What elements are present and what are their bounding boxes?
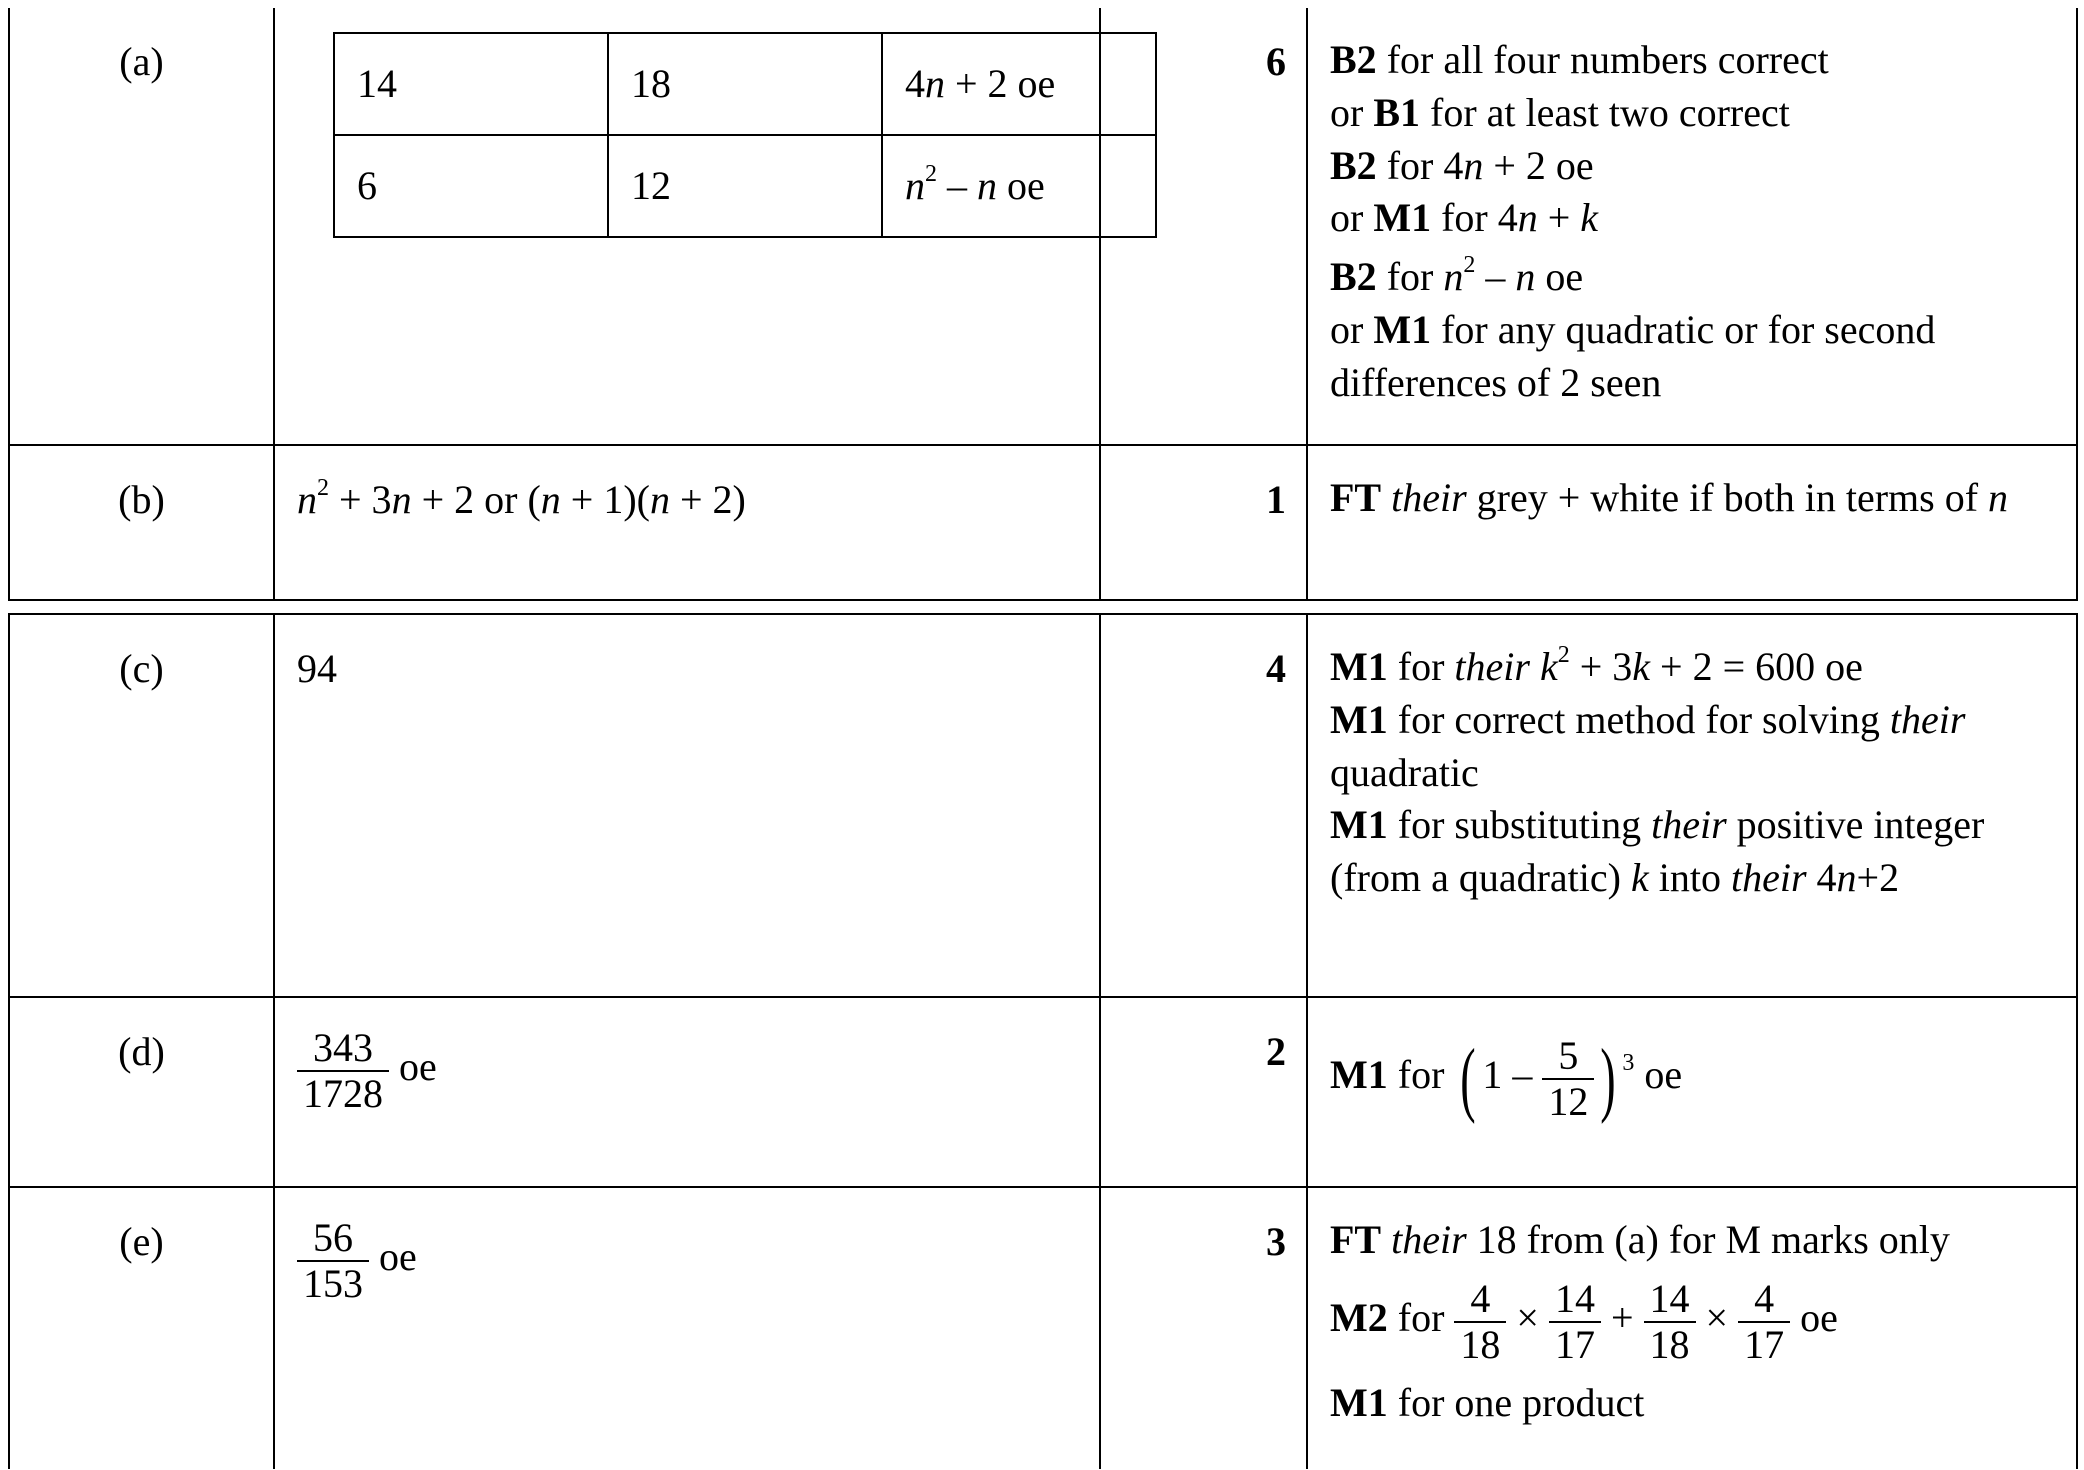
guidance-line: M1 for their $k^2 + 3k + 2 = 600$ oe [1330,642,1863,689]
guidance-line: or B1 for at least two correct [1330,89,1790,135]
part-label: (a) [9,8,274,445]
mark-scheme-segment-1 [8,8,2078,601]
answer-cell: $n^2 + 3n + 2$ or (n + 1)(n + 2) [274,445,1100,600]
guidance-cell [1307,445,2077,600]
expr-n-squared-minus-n: $n^2$ – n oe [905,160,1045,208]
answer-table-cell: 18 [608,33,882,135]
answer-suffix: oe [399,1044,437,1090]
part-label: (c) [9,614,274,997]
table-row [9,445,2077,600]
answer-table-cell: 12 [608,135,882,237]
guidance-line: B2 for $n^2$ – n oe [1330,252,1584,300]
marks-cell: 3 [1100,1187,1307,1469]
guidance-line: M2 for $\frac{4}{18}$ × $\frac{14}{17}$ + $\frac{14}{18}$ × $\frac{4}{17}$ oe [1330,1275,1838,1367]
guidance-line: M1 for one product [1330,1379,1645,1425]
mark-scheme-table [8,613,2078,1469]
table-row [9,614,2077,997]
part-label: (b) [9,445,274,600]
guidance-cell [1307,614,2077,997]
answer-cell [274,997,1100,1187]
fraction-denominator: 1728 [303,1071,383,1116]
guidance-line: FT their 18 from (a) for M marks only [1330,1217,1950,1262]
guidance-line: or M1 for any quadratic or for second differences of 2 seen [1330,306,1936,405]
answer-suffix: oe [379,1234,417,1280]
guidance-cell [1307,8,2077,445]
mark-scheme-table [8,8,2078,601]
table-row [9,1187,2077,1469]
answer-table-cell: 14 [334,33,608,135]
expr-4n-plus-2: 4n + 2 oe [905,60,1056,106]
guidance-line: B2 for 4n + 2 oe [1330,142,1594,188]
guidance-line: M1 for substituting their positive integer (from a quadratic) k into their 4n+2 [1330,802,1985,901]
marks-cell: 1 [1100,445,1307,600]
answer-cell: 94 [274,614,1100,997]
answer-fraction [297,1216,369,1306]
answer-fraction [297,1026,389,1116]
part-label: (e) [9,1187,274,1469]
part-label: (d) [9,997,274,1187]
guidance-cell [1307,997,2077,1187]
guidance-line: or M1 for 4n + k [1330,195,1599,241]
marks-cell: 4 [1100,614,1307,997]
guidance-line: M1 for correct method for solving their quadratic [1330,696,1966,795]
answer-table [333,32,1157,238]
guidance-line: M1 for ( 1 – $\frac{5}{12}$ ) $^3$ oe [1330,1032,1683,1126]
guidance-line: FT their grey + white if both in terms of n [1330,475,2009,520]
fraction-denominator: 153 [303,1261,363,1306]
table-row [9,997,2077,1187]
marks-cell: 2 [1100,997,1307,1187]
guidance-line: B2 for all four numbers correct [1330,37,1829,82]
answer-table-cell: 6 [334,135,608,237]
fraction-numerator: 56 [297,1216,369,1262]
answer-cell [274,8,1100,445]
fraction-numerator: 343 [297,1026,389,1072]
guidance-cell [1307,1187,2077,1469]
mark-scheme-segment-2 [8,613,2078,1469]
marks-cell: 6 [1100,8,1307,445]
table-row [9,8,2077,445]
answer-cell [274,1187,1100,1469]
